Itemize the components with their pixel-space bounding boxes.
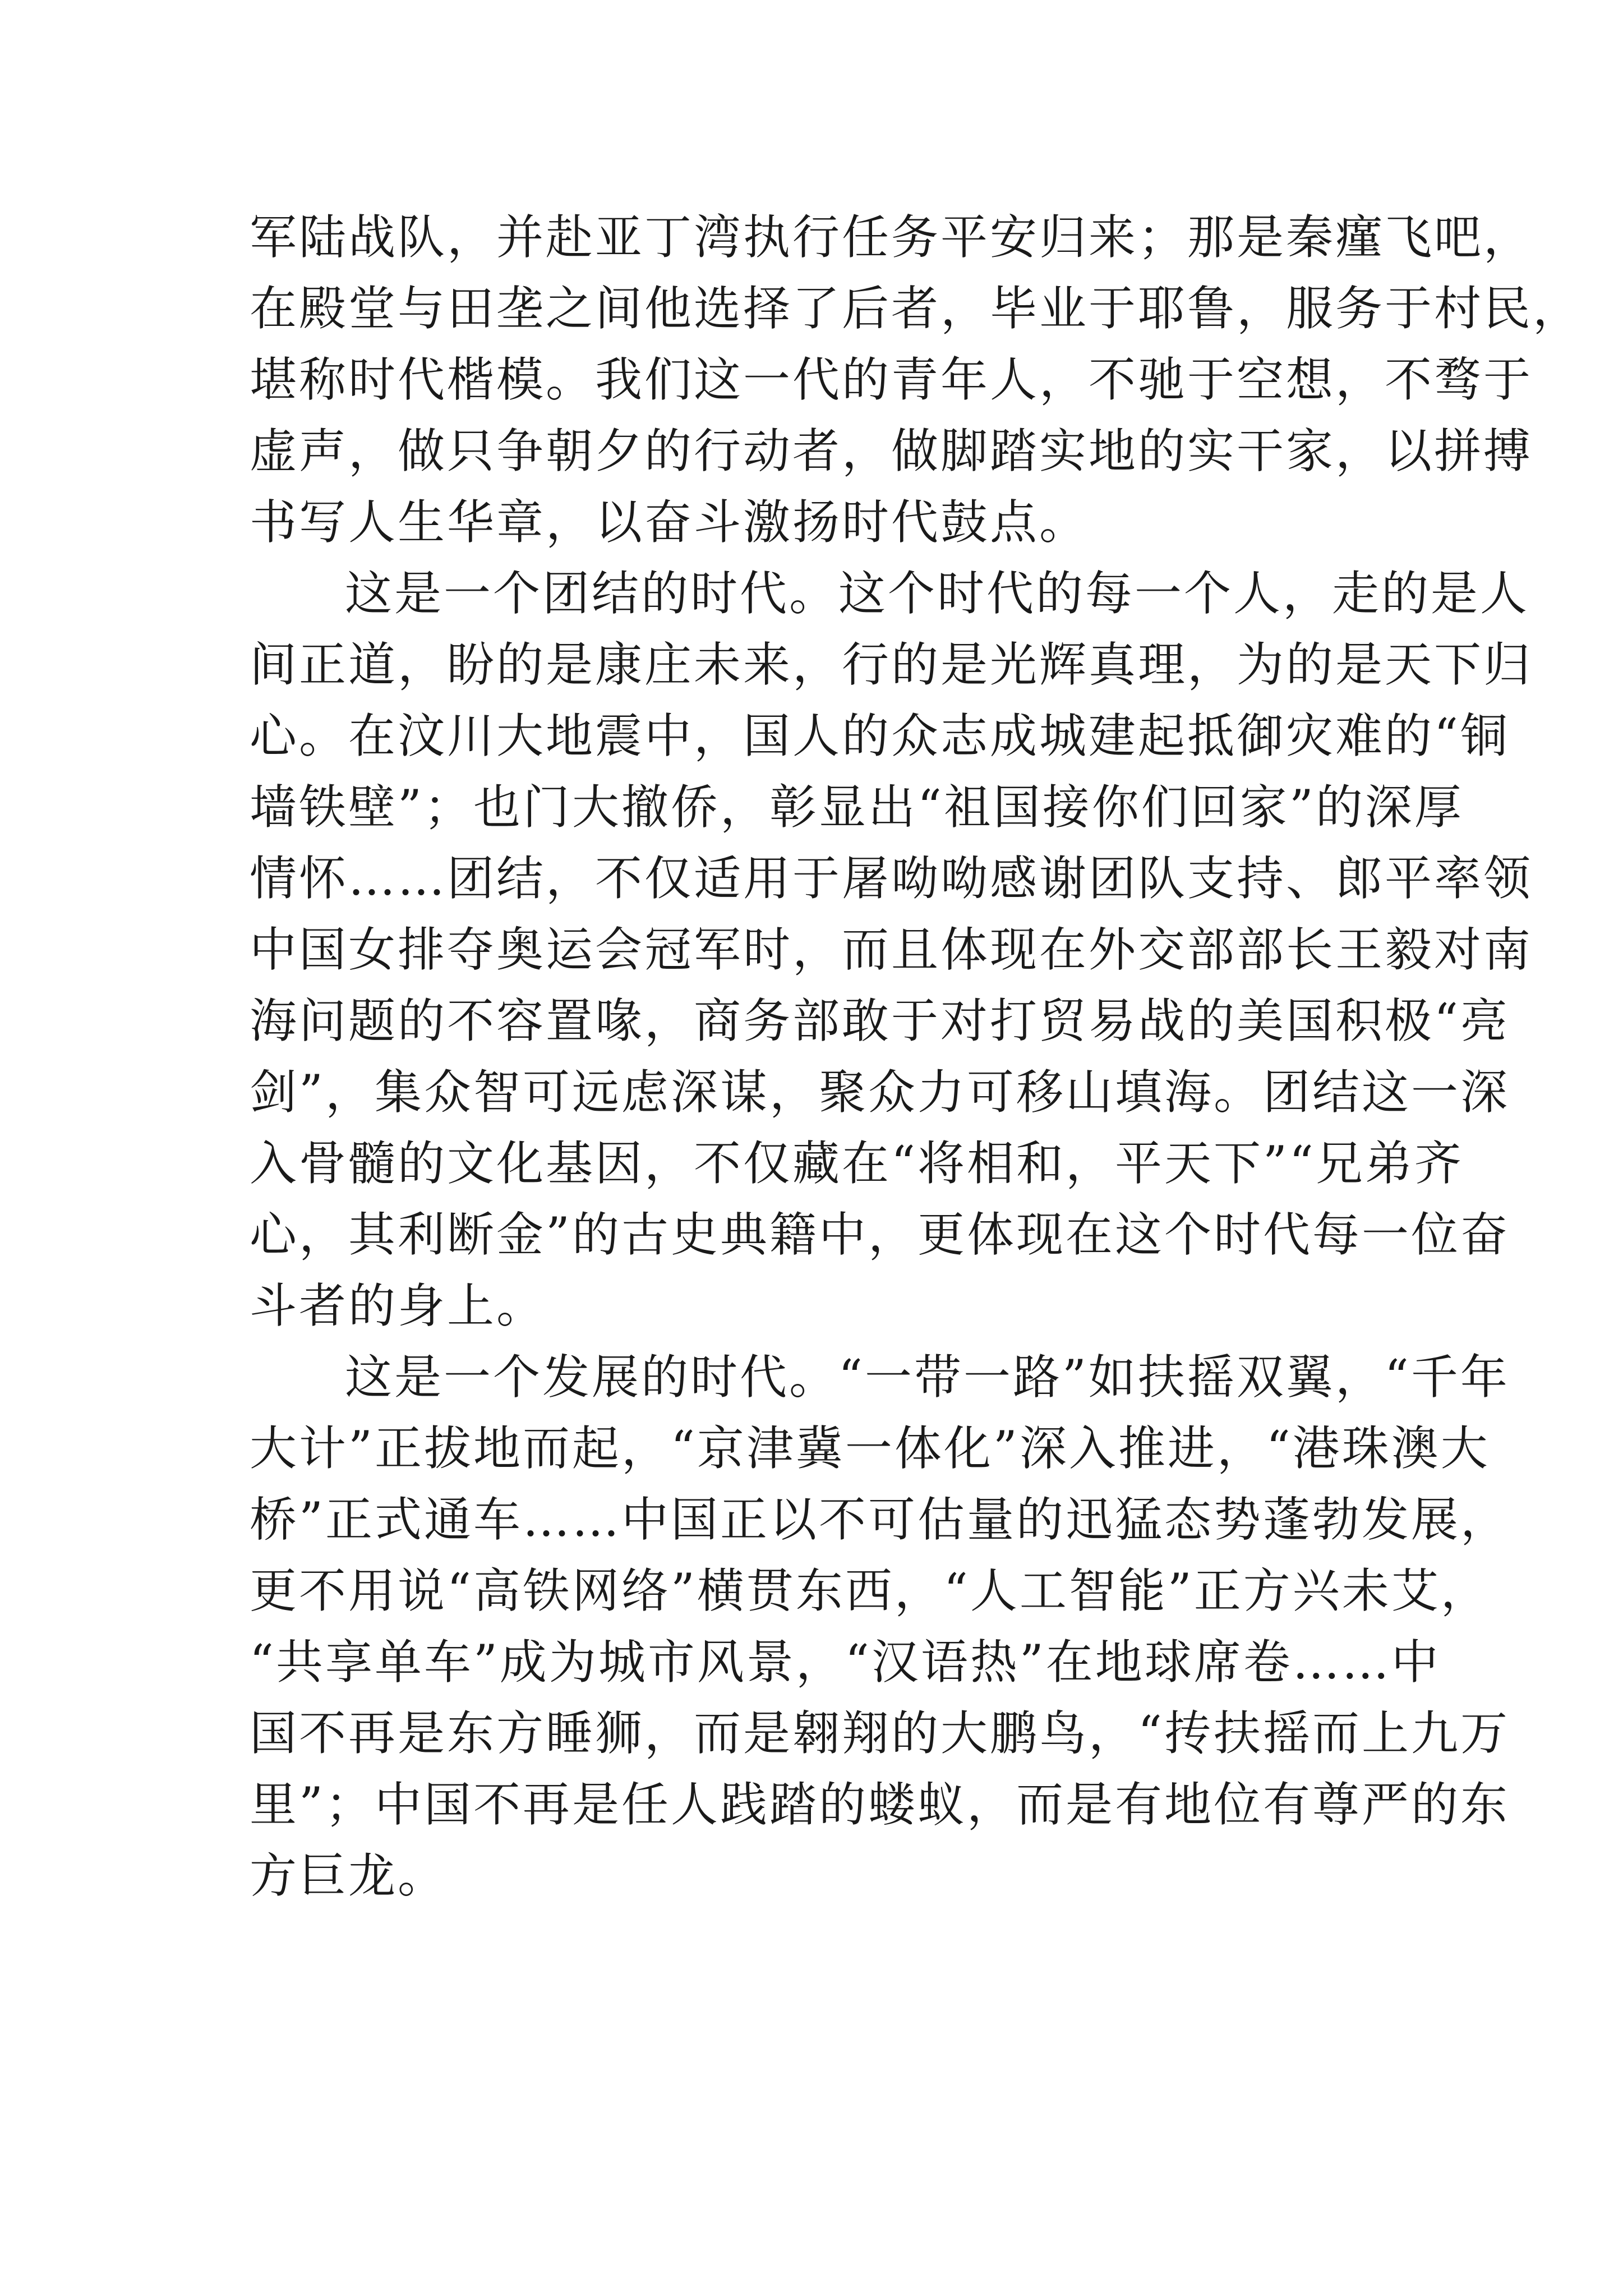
text-line: 入骨髓的文化基因，不仅藏在“将相和，平天下”“兄弟齐 bbox=[250, 1136, 1464, 1191]
text-line: 桥”正式通车……中国正以不可估量的迅猛态势蓬勃发展， bbox=[250, 1492, 1510, 1547]
text-line: 里”；中国不再是任人践踏的蝼蚁，而是有地位有尊严的东 bbox=[250, 1777, 1510, 1832]
text-line: 中国女排夺奥运会冠军时，而且体现在外交部部长王毅对南 bbox=[250, 922, 1533, 977]
text-line: 军陆战队，并赴亚丁湾执行任务平安归来；那是秦瘽飞吧， bbox=[250, 210, 1533, 265]
text-line: 心。在汶川大地震中，国人的众志成城建起抵御灾难的“铜 bbox=[250, 708, 1510, 763]
text-line: 堪称时代楷模。我们这一代的青年人，不驰于空想，不骛于 bbox=[250, 352, 1533, 407]
text-line: 间正道，盼的是康庄未来，行的是光辉真理，为的是天下归 bbox=[250, 637, 1533, 692]
text-line: 海问题的不容置喙，商务部敢于对打贸易战的美国积极“亮 bbox=[250, 993, 1510, 1048]
text-line: 墙铁壁”；也门大撤侨，彰显出“祖国接你们回家”的深厚 bbox=[250, 780, 1464, 835]
text-line: 这是一个团结的时代。这个时代的每一个人，走的是人 bbox=[345, 566, 1530, 621]
text-line: 虚声，做只争朝夕的行动者，做脚踏实地的实干家，以拼搏 bbox=[250, 424, 1533, 478]
text-line: 心，其利断金”的古史典籍中，更体现在这个时代每一位奋 bbox=[250, 1207, 1510, 1262]
text-line: 在殿堂与田垄之间他选择了后者，毕业于耶鲁，服务于村民， bbox=[250, 281, 1583, 336]
text-line: 更不用说“高铁网络”横贯东西，“人工智能”正方兴未艾， bbox=[250, 1563, 1490, 1618]
text-line: 斗者的身上。 bbox=[250, 1278, 546, 1333]
text-line: 大计”正拔地而起，“京津冀一体化”深入推进，“港珠澳大 bbox=[250, 1421, 1490, 1476]
text-line: 方巨龙。 bbox=[250, 1848, 448, 1903]
text-line: 书写人生华章，以奋斗激扬时代鼓点。 bbox=[250, 495, 1089, 550]
document-body bbox=[250, 202, 1583, 1912]
text-line: 这是一个发展的时代。“一带一路”如扶摇双翼，“千年 bbox=[345, 1350, 1510, 1405]
text-line: 剑”，集众智可远虑深谋，聚众力可移山填海。团结这一深 bbox=[250, 1065, 1510, 1120]
text-line: “共享单车”成为城市风景，“汉语热”在地球席卷……中 bbox=[250, 1635, 1441, 1690]
text-line: 情怀……团结，不仅适用于屠呦呦感谢团队支持、郎平率领 bbox=[250, 851, 1533, 906]
text-line: 国不再是东方睡狮，而是翱翔的大鹏鸟，“抟扶摇而上九万 bbox=[250, 1706, 1510, 1761]
